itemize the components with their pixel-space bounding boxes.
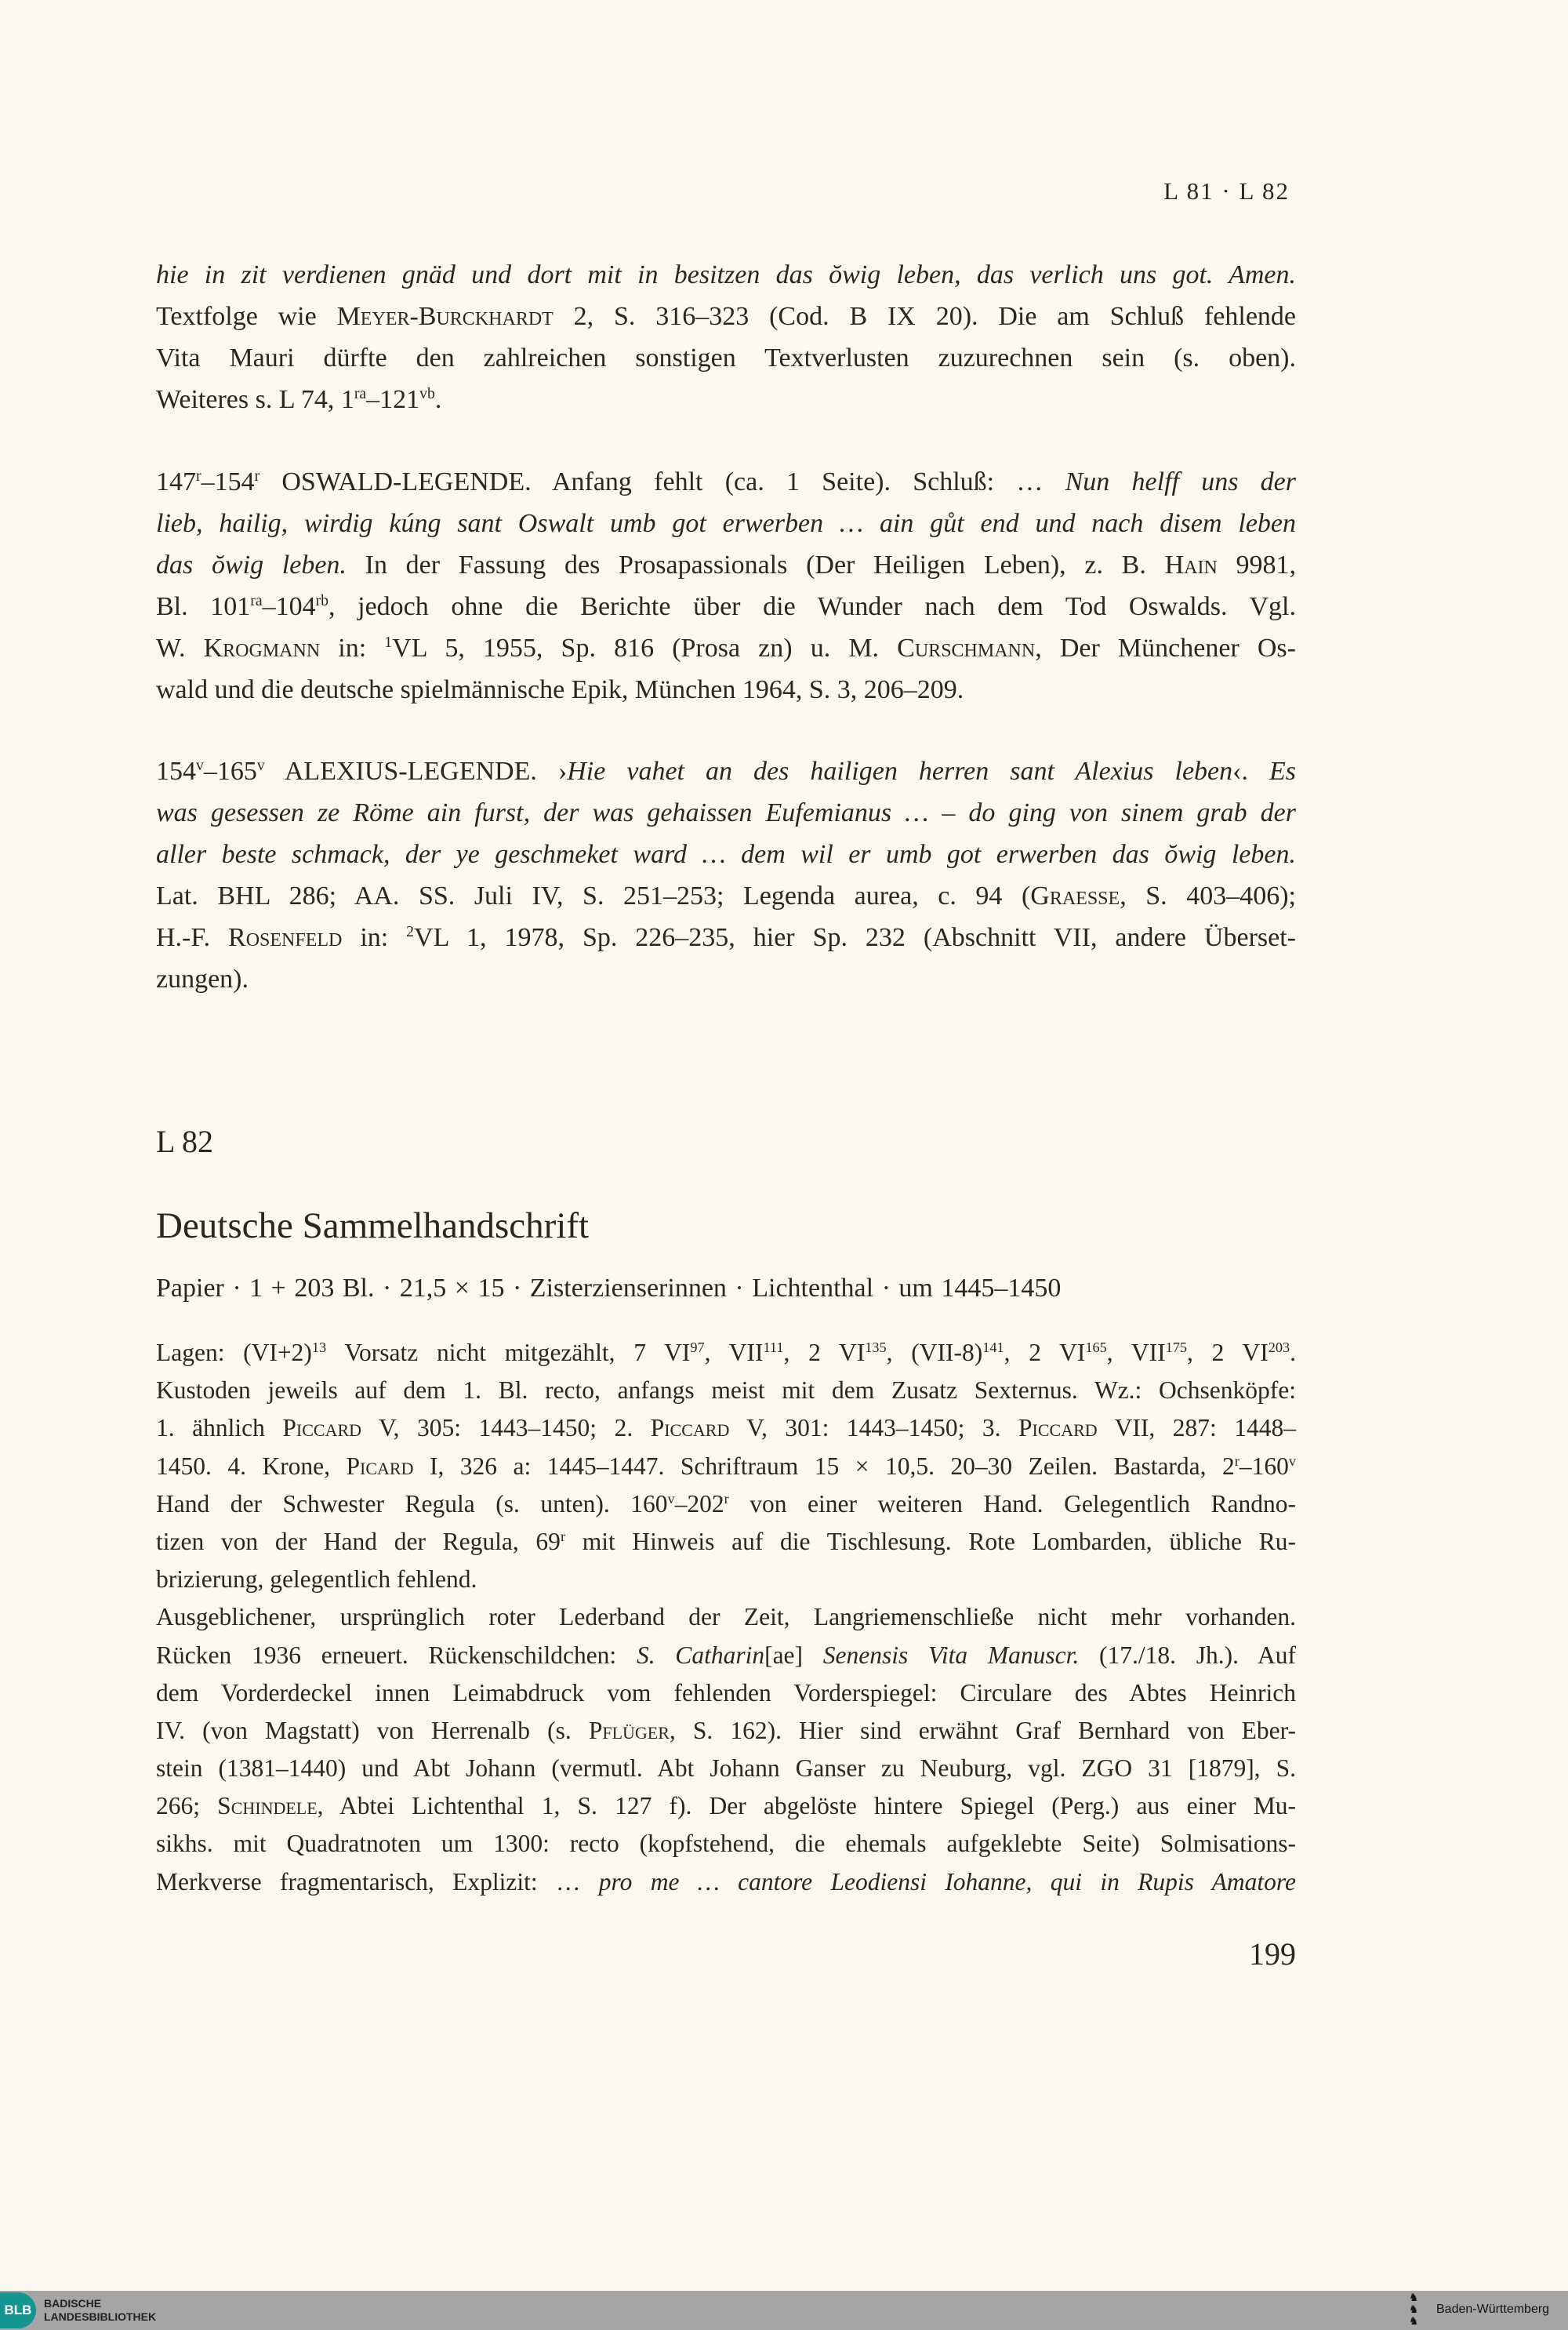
text-run: sikhs. mit Quadratnoten um 1300: recto (kopfstehend, die ehemals aufgeklebte Seite) Solmisations- — [156, 1830, 1296, 1858]
italic-text: pro me … cantore Leodiensi Iohanne, qui in Rupis Amatore — [598, 1867, 1296, 1896]
text-line — [156, 461, 1296, 503]
text-line — [156, 958, 1296, 1000]
paragraph-description — [156, 1334, 1296, 1901]
italic-text: lieb, hailig, wirdig kúng sant Oswalt umb got erwerben … ain gůt end und nach disem leben — [156, 509, 1296, 538]
text-run: Vita Mauri dürfte den zahlreichen sonstigen Textverlusten zuzurechnen sein (s. oben). — [156, 344, 1296, 373]
text-run: –121 — [366, 385, 420, 414]
footer-bar — [0, 2291, 1568, 2330]
superscript: rb — [315, 592, 328, 610]
text-run: , VII — [1106, 1339, 1166, 1366]
paragraph-alexius-legende — [156, 751, 1296, 1000]
author-name: Picard — [346, 1452, 414, 1480]
author-name: Krogmann — [203, 634, 321, 663]
text-run: stein (1381–1440) und Abt Johann (vermutl. Abt Johann Ganser zu Neuburg, vgl. ZGO 31 [1879], S. — [156, 1754, 1296, 1783]
text-run: IV. (von Magstatt) von Herrenalb (s. — [156, 1716, 589, 1744]
text-run: 154 — [156, 757, 196, 786]
superscript: r — [1234, 1452, 1240, 1469]
text-line — [156, 503, 1296, 544]
text-line — [156, 1485, 1296, 1523]
state-lions-icon: ♞ ♞ ♞ — [1409, 2292, 1419, 2328]
text-line — [156, 1409, 1296, 1447]
state-name[interactable]: Baden-Württemberg — [1436, 2303, 1550, 2316]
entry-id: L 82 — [156, 1124, 213, 1159]
author-name: Meyer-Burckhardt — [336, 302, 554, 331]
text-line — [156, 1637, 1296, 1674]
text-line — [156, 875, 1296, 917]
superscript: 2 — [406, 923, 415, 941]
paragraph-vita-mauri-end — [156, 254, 1296, 420]
text-run: 9981, — [1217, 551, 1297, 580]
text-run: , S. 403–406); — [1120, 881, 1296, 911]
text-line — [156, 1561, 1296, 1598]
text-run: Weiteres s. L 74, 1 — [156, 385, 354, 414]
text-line — [156, 792, 1296, 834]
text-run: –202 — [674, 1489, 724, 1518]
superscript: v — [1288, 1452, 1296, 1469]
text-run: 1. ähnlich — [156, 1414, 283, 1442]
italic-text: das ŏwig leben. — [156, 551, 347, 580]
text-line — [156, 1787, 1296, 1825]
superscript: v — [256, 757, 265, 775]
text-line — [156, 1372, 1296, 1409]
text-line — [156, 254, 1296, 296]
text-run: Lagen: (VI+2) — [156, 1339, 312, 1366]
text-run: –154 — [201, 467, 255, 496]
superscript: v — [667, 1490, 675, 1507]
text-run: . — [434, 385, 442, 414]
superscript: 175 — [1165, 1339, 1187, 1356]
text-run: VII, 287: 1448– — [1097, 1414, 1297, 1442]
text-line — [156, 1863, 1296, 1901]
italic-text: S. Catharin — [636, 1641, 765, 1669]
superscript: 165 — [1085, 1339, 1107, 1356]
superscript: 135 — [865, 1339, 887, 1356]
text-run: W. — [156, 634, 204, 663]
text-run: In der Fassung des Prosapassionals (Der Heiligen Leben), z. B. — [346, 551, 1165, 580]
library-name — [44, 2297, 156, 2324]
text-run: Vorsatz nicht mitgezählt, 7 VI — [326, 1339, 691, 1366]
italic-text: Nun helff uns der — [1065, 467, 1296, 496]
text-line — [156, 1598, 1296, 1636]
text-run: V, 305: 1443–1450; 2. — [361, 1414, 651, 1442]
text-run: , 2 VI — [783, 1339, 866, 1366]
text-run: ‹. — [1232, 757, 1269, 786]
superscript: vb — [419, 385, 435, 403]
text-line — [156, 917, 1296, 958]
text-run: Kustoden jeweils auf dem 1. Bl. recto, anfangs meist mit dem Zusatz Sexternus. Wz.: Ochsenköpfe: — [156, 1376, 1296, 1405]
text-run: OSWALD-LEGENDE. Anfang fehlt (ca. 1 Seite). Schluß: … — [260, 467, 1065, 496]
text-run: –160 — [1239, 1452, 1289, 1480]
text-line — [156, 1750, 1296, 1787]
entry-title: Deutsche Sammelhandschrift — [156, 1205, 590, 1246]
text-run: Hand der Schwester Regula (s. unten). 160 — [156, 1489, 668, 1518]
text-line — [156, 669, 1296, 711]
superscript: r — [196, 467, 201, 485]
text-run: [ae] — [764, 1641, 823, 1669]
text-run: H.-F. — [156, 923, 229, 952]
author-name: Graesse — [1030, 881, 1120, 911]
library-name-line-2: LANDESBIBLIOTHEK — [44, 2310, 157, 2323]
text-run: Lat. BHL 286; AA. SS. Juli IV, S. 251–253; Legenda aurea, c. 94 ( — [156, 881, 1031, 911]
text-run: in: — [320, 634, 385, 663]
text-line — [156, 834, 1296, 875]
text-run: dem Vorderdeckel innen Leimabdruck vom fehlenden Vorderspiegel: Circulare des Abtes Heinrich — [156, 1678, 1296, 1707]
page-number: 199 — [1249, 1936, 1296, 1972]
author-name: Piccard — [650, 1414, 730, 1442]
author-name: Curschmann — [897, 634, 1036, 663]
text-run: , jedoch ohne die Berichte über die Wunder nach dem Tod Oswalds. Vgl. — [328, 592, 1296, 621]
text-run: Rücken 1936 erneuert. Rückenschildchen: — [156, 1641, 637, 1669]
text-line — [156, 1674, 1296, 1712]
text-run: , Abtei Lichtenthal 1, S. 127 f). Der abgelöste hintere Spiegel (Perg.) aus einer Mu- — [317, 1792, 1296, 1820]
superscript: r — [254, 467, 260, 485]
text-run: von einer weiteren Hand. Gelegentlich Randno- — [728, 1489, 1296, 1518]
text-run: brizierung, gelegentlich fehlend. — [156, 1565, 477, 1594]
text-run: , VII — [704, 1339, 764, 1366]
text-line — [156, 337, 1296, 379]
superscript: 141 — [982, 1339, 1004, 1356]
text-run: V, 301: 1443–1450; 3. — [729, 1414, 1019, 1442]
superscript: 1 — [384, 634, 393, 652]
italic-text: was gesessen ze Röme ain furst, der was gehaissen Eufemianus … – do ging von sinem grab der — [156, 798, 1296, 827]
text-run: –104 — [262, 592, 316, 621]
text-run: , Der Münchener Os- — [1035, 634, 1296, 663]
text-run: 147 — [156, 467, 196, 496]
text-run: 1450. 4. Krone, — [156, 1452, 347, 1480]
text-line — [156, 1712, 1296, 1750]
author-name: Schindele — [217, 1792, 318, 1820]
text-line — [156, 586, 1296, 627]
library-name-line-1: BADISCHE — [44, 2297, 102, 2310]
text-run: Ausgeblichener, ursprünglich roter Lederband der Zeit, Langriemenschließe nicht mehr vorhanden. — [156, 1603, 1296, 1631]
author-name: Piccard — [282, 1414, 362, 1442]
superscript: r — [724, 1490, 729, 1507]
italic-text: Hie vahet an des hailigen herren sant Alexius leben — [567, 757, 1233, 786]
text-run: , 2 VI — [1004, 1339, 1086, 1366]
paragraph-oswald-legende — [156, 461, 1296, 711]
superscript: v — [196, 757, 204, 775]
author-name: Piccard — [1018, 1414, 1098, 1442]
author-name: Pflüger — [588, 1716, 670, 1744]
text-run: Bl. 101 — [156, 592, 251, 621]
text-run: I, 326 a: 1445–1447. Schriftraum 15 × 10,5. 20–30 Zeilen. Bastarda, 2 — [413, 1452, 1235, 1480]
text-run: 2, S. 316–323 (Cod. B IX 20). Die am Schluß fehlende — [553, 302, 1296, 331]
author-name: Hain — [1164, 551, 1218, 580]
entry-meta: Papier · 1 + 203 Bl. · 21,5 × 15 · Zisterzienserinnen · Lichtenthal · um 1445–1450 — [156, 1274, 1062, 1303]
text-run: , 2 VI — [1186, 1339, 1269, 1366]
text-run: VL 5, 1955, Sp. 816 (Prosa zn) u. M. — [392, 634, 898, 663]
text-line — [156, 1334, 1296, 1372]
text-line — [156, 1825, 1296, 1863]
text-line — [156, 379, 1296, 420]
text-line — [156, 296, 1296, 337]
superscript: r — [560, 1528, 566, 1544]
text-run: 266; — [156, 1792, 218, 1820]
running-head: L 81 · L 82 — [1163, 177, 1290, 205]
text-run: zungen). — [156, 965, 249, 994]
text-run: mit Hinweis auf die Tischlesung. Rote Lombarden, übliche Ru- — [565, 1527, 1296, 1555]
italic-text: Senensis Vita Manuscr. — [822, 1641, 1080, 1669]
text-run: tizen von der Hand der Regula, 69 — [156, 1527, 561, 1555]
text-line — [156, 1448, 1296, 1485]
blb-logo-icon[interactable]: BLB — [0, 2292, 36, 2328]
text-run: (17./18. Jh.). Auf — [1079, 1641, 1296, 1669]
text-run: in: — [342, 923, 407, 952]
text-run: , (VII-8) — [886, 1339, 983, 1366]
superscript: ra — [354, 385, 367, 403]
text-line — [156, 751, 1296, 792]
text-run: VL 1, 1978, Sp. 226–235, hier Sp. 232 (Abschnitt VII, andere Überset- — [414, 923, 1296, 952]
superscript: 203 — [1268, 1339, 1290, 1356]
author-name: Rosenfeld — [228, 923, 343, 952]
text-run: –165 — [203, 757, 257, 786]
superscript: ra — [250, 592, 263, 610]
text-run: wald und die deutsche spielmännische Epik, München 1964, S. 3, 206–209. — [156, 675, 964, 704]
text-run: , S. 162). Hier sind erwähnt Graf Bernhard von Eber- — [669, 1716, 1296, 1744]
text-run: Textfolge wie — [156, 302, 337, 331]
italic-text: hie in zit verdienen gnäd und dort mit in besitzen das ŏwig leben, das verlich uns got. Amen. — [156, 260, 1296, 289]
text-run: . — [1290, 1339, 1297, 1366]
text-run: Merkverse fragmentarisch, Explizit: … — [156, 1867, 599, 1896]
text-line — [156, 544, 1296, 586]
italic-text: aller beste schmack, der ye geschmeket ward … dem wil er umb got erwerben das ŏwig leben. — [156, 840, 1296, 869]
superscript: 13 — [311, 1339, 327, 1356]
text-run: ALEXIUS-LEGENDE. › — [264, 757, 568, 786]
italic-text: Es — [1269, 757, 1296, 786]
superscript: 97 — [690, 1339, 705, 1356]
text-line — [156, 1523, 1296, 1561]
text-line — [156, 627, 1296, 669]
superscript: 111 — [763, 1339, 784, 1356]
